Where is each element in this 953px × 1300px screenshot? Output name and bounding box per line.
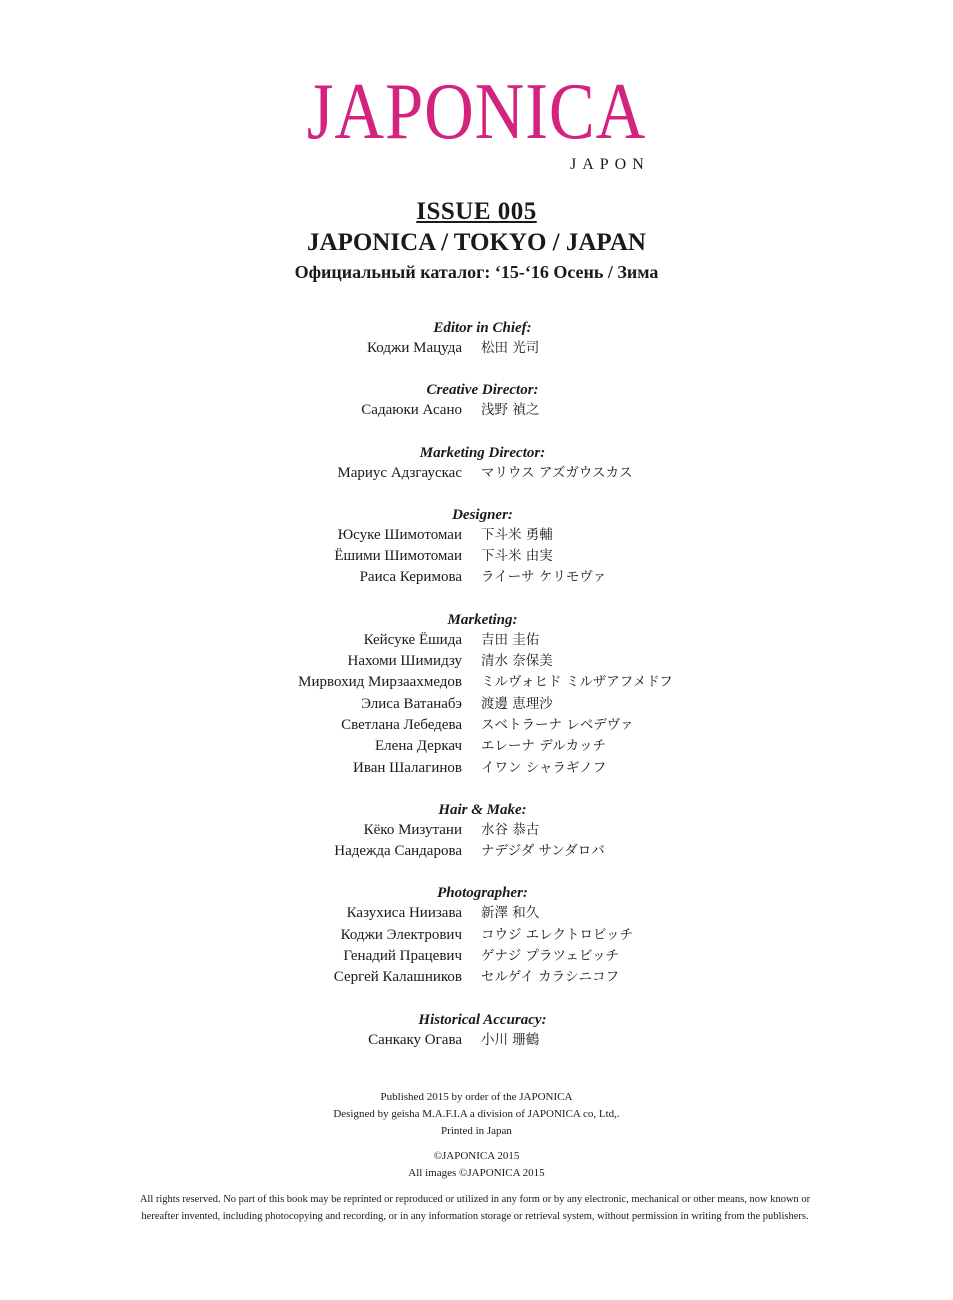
credit-row: [0, 400, 953, 421]
name-russian: Генадий Працевич: [343, 948, 462, 965]
credit-section: [0, 505, 953, 589]
credit-row: [0, 946, 953, 967]
name-russian: Казухиса Ниизава: [346, 905, 462, 922]
brand-logo-subtitle: JAPON: [570, 156, 650, 173]
credit-row: [0, 567, 953, 588]
section-title: Hair & Make:: [438, 801, 527, 818]
name-japanese: 新澤 和久: [481, 905, 540, 922]
credit-row: [0, 841, 953, 862]
name-russian: Иван Шалагинов: [352, 759, 462, 776]
name-russian: Мариус Адзгаускас: [337, 464, 462, 481]
credits-list: [0, 318, 953, 1072]
name-russian: Надежда Сандарова: [334, 843, 462, 860]
credit-section: [0, 883, 953, 988]
name-japanese: 松田 光司: [481, 340, 540, 356]
credit-row: [0, 546, 953, 567]
name-japanese: ゲナジ プラツェビッチ: [481, 948, 619, 965]
section-title: Photographer:: [437, 885, 528, 902]
name-japanese: スベトラーナ レベデヴァ: [481, 716, 634, 733]
credit-section: [0, 610, 953, 779]
credit-row: [0, 1030, 953, 1051]
credit-row: [0, 651, 953, 672]
copyright-line: ©JAPONICA 2015: [433, 1150, 520, 1162]
catalog-title: Официальный каталог: ‘15-‘16 Осень / Зима: [294, 262, 659, 282]
name-russian: Елена Деркач: [375, 738, 462, 755]
images-copyright-line: All images ©JAPONICA 2015: [408, 1167, 545, 1179]
credit-section: [0, 800, 953, 863]
brand-logo: JAPONICA: [306, 68, 647, 156]
publication-subtitle: JAPONICA / TOKYO / JAPAN: [307, 229, 646, 256]
credit-row: [0, 925, 953, 946]
credit-row: [0, 715, 953, 736]
name-japanese: 水谷 恭古: [481, 821, 540, 838]
credit-row: [0, 525, 953, 546]
section-title: Designer:: [452, 506, 513, 523]
credit-row: [0, 967, 953, 988]
credit-section: [0, 380, 953, 421]
printed-line: Printed in Japan: [441, 1125, 512, 1137]
credit-row: [0, 630, 953, 651]
name-japanese: 吉田 圭佑: [481, 631, 540, 648]
section-title: Editor in Chief:: [433, 320, 532, 336]
section-title: Marketing Director:: [419, 444, 546, 461]
name-japanese: 清水 奈保美: [481, 653, 553, 670]
name-japanese: 小川 珊鶴: [481, 1031, 540, 1048]
name-russian: Коджи Мацуда: [367, 340, 462, 356]
name-russian: Раиса Керимова: [359, 569, 462, 586]
rights-line-1: All rights reserved. No part of this book may be reprinted or reproduced or utilized in any form or by any electronic, mechanical or other means, now known or: [139, 1194, 811, 1205]
name-russian: Ёшими Шимотомаи: [334, 548, 462, 565]
credit-row: [0, 463, 953, 484]
credit-row: [0, 903, 953, 924]
name-russian: Сергей Калашников: [333, 969, 462, 986]
name-japanese: 浅野 禎之: [481, 402, 540, 419]
section-title: Marketing:: [447, 611, 518, 628]
name-russian: Кейсуке Ёшида: [363, 631, 462, 648]
name-russian: Юсуке Шимотомаи: [337, 526, 462, 543]
designed-line: Designed by geisha M.A.F.I.A a division of JAPONICA co, Ltd,.: [333, 1108, 620, 1120]
section-title: Creative Director:: [426, 382, 539, 399]
name-japanese: マリウス アズガウスカス: [481, 464, 633, 481]
name-russian: Нахоми Шимидзу: [347, 653, 462, 670]
credit-row: [0, 758, 953, 779]
credit-row: [0, 694, 953, 715]
name-russian: Коджи Электрович: [340, 926, 462, 943]
issue-number: ISSUE 005: [416, 198, 537, 225]
name-japanese: ナデジダ サンダロバ: [481, 843, 605, 860]
publication-info: [0, 1089, 953, 1140]
published-line: Published 2015 by order of the JAPONICA: [380, 1091, 573, 1103]
name-japanese: 渡邊 恵理沙: [481, 695, 553, 712]
credit-row: [0, 736, 953, 757]
name-japanese: 下斗米 由実: [481, 548, 553, 565]
credit-section: [0, 443, 953, 484]
name-russian: Элиса Ватанабэ: [361, 695, 462, 712]
credit-section: [0, 1010, 953, 1051]
name-japanese: コウジ エレクトロビッチ: [481, 926, 633, 943]
credit-row: [0, 338, 953, 359]
name-japanese: セルゲイ カラシニコフ: [481, 969, 620, 986]
rights-notice: [95, 1191, 855, 1225]
name-russian: Мирвохид Мирзаахмедов: [298, 674, 462, 691]
name-russian: Кёко Мизутани: [363, 821, 462, 838]
name-russian: Садаюки Асано: [361, 402, 462, 419]
credit-row: [0, 820, 953, 841]
name-russian: Санкаку Огава: [368, 1031, 462, 1048]
section-title: Historical Accuracy:: [418, 1011, 547, 1028]
rights-line-2: hereafter invented, including photocopying and recording, or in any information storage or retrieval system, without permission in writing from the publishers.: [141, 1211, 809, 1222]
name-russian: Светлана Лебедева: [341, 716, 462, 733]
credit-row: [0, 672, 953, 693]
name-japanese: ライーサ ケリモヴァ: [481, 569, 607, 586]
name-japanese: エレーナ デルカッチ: [481, 738, 606, 755]
name-japanese: イワン シャラギノフ: [481, 759, 607, 776]
copyright-info: [0, 1148, 953, 1182]
name-japanese: ミルヴォヒド ミルザアフメドフ: [481, 674, 673, 691]
name-japanese: 下斗米 勇輔: [481, 526, 553, 543]
credit-section: [0, 318, 953, 359]
